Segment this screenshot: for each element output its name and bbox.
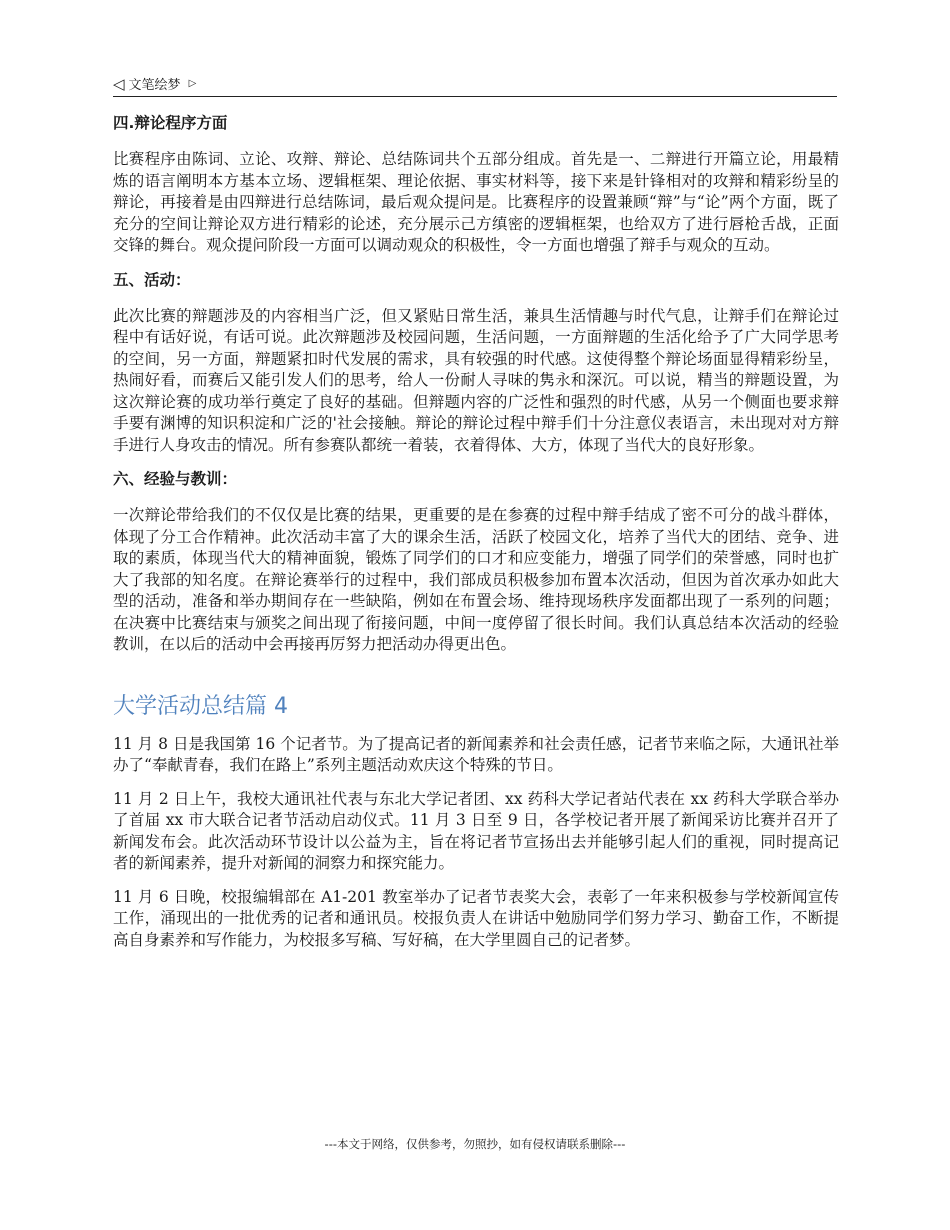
paragraph-procedure: 比赛程序由陈词、立论、攻辩、辩论、总结陈词共个五部分组成。首先是一、二辩进行开篇立论，用最精炼的语言阐明本方基本立场、逻辑框架、理论依据、事实材料等，接下来是针锋相对的攻辩和精彩纷呈的辩论，再接着是由四辩进行总结陈词，最后观众提问是。比赛程序的设置兼顾“辩”与“论”两个方面，既了充分的空间让辩论双方进行精彩的论述，充分展示己方缜密的逻辑框架，也给双方了进行唇枪舌战，正面交锋的舞台。观众提问阶段一方面可以调动观众的积极性，令一方面也增强了辩手与观众的互动。 (113, 150, 839, 254)
section-heading-activity: 五、活动： (113, 270, 191, 289)
paragraph-activity: 此次比赛的辩题涉及的内容相当广泛，但又紧贴日常生活，兼具生活情趣与时代气息，让辩手们在辩论过程中有话好说，有话可说。此次辩题涉及校园问题，生活问题，一方面辩题的生活化给予了广大同学思考的空间，另一方面，辩题紧扣时代发展的需求，具有较强的时代感。这使得整个辩论场面显得精彩纷呈，热闹好看，而赛后又能引发人们的思考，给人一份耐人寻味的隽永和深沉。可以说，精当的辩题设置，为这次辩论赛的成功举行奠定了良好的基础。但辩题内容的广泛性和强烈的时代感，从另一个侧面也要求辩手要有渊博的知识积淀和广泛的'社会接触。辩论的辩论过程中辩手们十分注意仪表语言，未出现对对方辩手进行人身攻击的情况。所有参赛队都统一着装，衣着得体、大方，体现了当代大的良好形象。 (113, 306, 839, 454)
paragraph-lessons: 一次辩论带给我们的不仅仅是比赛的结果，更重要的是在参赛的过程中辩手结成了密不可分的战斗群体，体现了分工合作精神。此次活动丰富了大的课余生活，活跃了校园文化，培养了当代大的团结、竞争、进取的素质，体现当代大的精神面貌，锻炼了同学们的口才和应变能力，增强了同学们的荣誉感，同时也扩大了我部的知名度。在辩论赛举行的过程中，我们部成员积极参加布置本次活动，但因为首次承办如此大型的活动，准备和举办期间存在一些缺陷，例如在布置会场、维持现场秩序发面都出现了一系列的问题；在决赛中比赛结束与颁奖之间出现了衔接问题，中间一度停留了很长时间。我们认真总结本次活动的经验教训，在以后的活动中会再接再厉努力把活动办得更出色。 (113, 506, 839, 653)
article-paragraph: 11 月 8 日是我国第 16 个记者节。为了提高记者的新闻素养和社会责任感，记者节来临之际，大通讯社举办了“奉献青春，我们在路上”系列主题活动欢庆这个特殊的节日。 (113, 734, 839, 774)
section-heading-procedure: 四.辩论程序方面 (113, 114, 228, 132)
article-title: 大学活动总结篇 4 (113, 693, 288, 719)
article-paragraph: 11 月 6 日晚，校报编辑部在 A1-201 教室举办了记者节表奖大会，表彰了一年来积极参与学校新闻宣传工作，涌现出的一批优秀的记者和通讯员。校报负责人在讲话中勉励同学们努力学习、勤奋工作，不断提高自身素养和写作能力，为校报多写稿、写好稿，在大学里圆自己的记者梦。 (113, 887, 839, 949)
triangle-right-icon: ▷ (188, 77, 197, 89)
header-title: 文笔绘梦 (128, 78, 181, 93)
document-body (113, 112, 839, 963)
page-header (113, 70, 837, 97)
page-footer: ---本文于网络，仅供参考，勿照抄，如有侵权请联系删除--- (324, 1137, 626, 1151)
triangle-left-icon: ◁ (113, 74, 125, 93)
header-brand (113, 74, 196, 93)
article-paragraph: 11 月 2 日上午，我校大通讯社代表与东北大学记者团、xx 药科大学记者站代表在 xx 药科大学联合举办了首届 xx 市大联合记者节活动启动仪式。11 月 3 日至 9 日，各学校记者开展了新闻采访比赛并召开了新闻发布会。此次活动环节设计以公益为主，旨在将记者节宣扬出去并能够引起人们的重视，同时提高记者的新闻素养，提升对新闻的洞察力和探究能力。 (113, 789, 839, 872)
section-heading-lessons: 六、经验与教训： (113, 470, 238, 488)
